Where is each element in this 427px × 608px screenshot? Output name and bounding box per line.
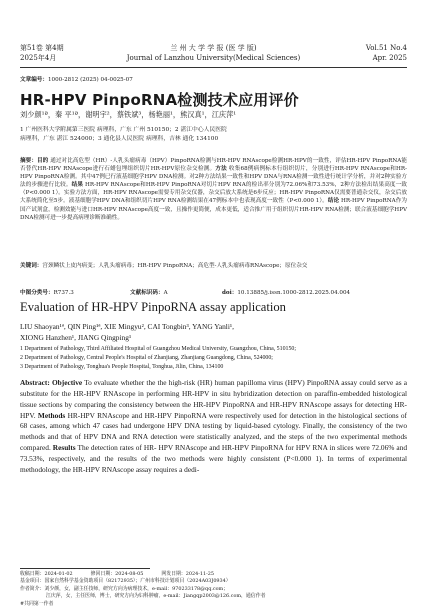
abstract-results: The detection rates of HR- HPV RNAscope and HR-HPV PinpoRNA for HPV RNA in slices were 72.06% and 73.53%, respectively, and the results of the two methods were highly consistent (P<0.000 1). In terms of experimental methodology, the HR-HPV RNAscope assay requires a dedi- xyxy=(20,443,407,474)
revised-date: 修回日期：2024-08-05 xyxy=(90,571,144,577)
keywords-value: 宫颈鳞状上皮内病变；人乳头瘤病毒；HR-HPV PinpoRNA；高危型-人乳头瘤病毒RNAscope；原位杂交 xyxy=(42,263,308,269)
volume-issue-en xyxy=(366,44,407,63)
article-number xyxy=(20,75,133,83)
affiliation-line: 病理科，广东 湛江 524000；3 通化县人民医院 病理科，吉林 通化 134100 xyxy=(20,136,219,142)
abstract-methods: 收集68例病例标本行组织切片，分别进行HR-HPV RNAscope和HR-HPV PinpoRNA检测。其中47例已行液基细胞学HPV DNA检测。对2种方法结果一致性和HPV DNA与RNA检测一致性进行统计学分析，并对2种实验方法的步骤进行比较。 xyxy=(20,166,407,189)
abstract-results: HR-HPV RNAscope和HR-HPV PinpoRNA对切片HPV RNA的检出率分别为72.06%和73.53%，2种方法检出结果高度一致（P<0.000 1）。实验方法方面，HR-HPV RNAscope需要专用杂交仪器，杂交后放大系统是6步反应；HR-HPV PinpoRNA仅需要普通杂交仪，杂交后放大系统简化至5步。液基细胞学HPV DNA和组织切片HPV RNA检测结果在47例标本中也表现高度一致性（P<0.000 1）。 xyxy=(20,182,407,205)
journal-name-cn: 兰 州 大 学 学 报 (医 学 版) xyxy=(170,44,257,52)
abstract-methods: HR-HPV RNAscope and HR-HPV PinpoRNA were respectively used for detection in the histological sections of 68 cases, among which 47 cases had undergone HPV DNA testing by liquid-based cytology. Finally, the consistency of the two methods and that of HPV DNA and RNA detection were statistically analyzed, and the steps of the two experimental methods compared. xyxy=(20,410,407,453)
section-tag-conclusion: 结论 xyxy=(327,198,340,205)
published-date: 网发日期：2024-11-25 xyxy=(161,571,214,577)
doi-value: 10.13885/j.issn.1000-2812.2025.04.004 xyxy=(237,290,351,296)
author-bio: 作者简介：刘少颜，女，副主任技师，研究方向为病理技术，e-mail：970233178@qq.com； xyxy=(20,585,229,592)
section-tag-results: 结果 xyxy=(71,182,84,189)
clc-number xyxy=(20,288,74,296)
footnotes xyxy=(20,571,407,608)
volume-line: 第51卷 第4期 xyxy=(20,44,64,52)
doi-label: doi： xyxy=(222,290,238,296)
abstract-label: Abstract: xyxy=(20,378,50,387)
date-line-cn: 2025年4月 xyxy=(20,53,57,62)
affiliation-line: 2 Department of Pathology, Central People's Hospital of Zhanjiang, Zhanjiang Guangdong, China, 524000; xyxy=(20,355,273,362)
affiliations-chinese xyxy=(20,126,407,144)
section-tag-objective: 目的 xyxy=(37,158,49,164)
title-english: Evaluation of HR-HPV PinpoRNA assay application xyxy=(20,300,286,314)
authors-chinese: 刘少颜¹ª，秦 平¹ª，谢明宇²，蔡铁斌³，杨艳丽¹，熊汉真¹，江庆萍¹ xyxy=(20,110,237,119)
authors-english-line: LIU Shaoyan¹ª, QIN Ping¹ª, XIE Mingyu², CAI Tongbin³, YANG Yanli¹, xyxy=(20,322,234,331)
section-tag-objective: Objective xyxy=(51,378,83,387)
running-header xyxy=(20,44,407,68)
abstract-objective: 通过对比高危型（HR）-人乳头瘤病毒（HPV）PinpoRNA检测与HR-HPV RNAscope检测HR-HPV的一致性，评估HR-HPV PinpoRNA能否替代HR-HPV RNAscope进行石蜡包埋组织切片HR-HPV原位杂交检测。 xyxy=(20,158,407,173)
abstract-chinese xyxy=(20,157,407,222)
header-divider xyxy=(20,67,407,68)
clc-value: R737.3 xyxy=(53,290,74,296)
doc-value: A xyxy=(163,290,168,296)
abstract-label: 摘要： xyxy=(20,158,38,164)
authors-english xyxy=(20,321,407,343)
footnote-divider xyxy=(20,568,150,569)
section-tag-methods: Methods xyxy=(37,410,66,420)
received-date: 收稿日期：2024-01-02 xyxy=(20,571,73,577)
date-line-en: Apr. 2025 xyxy=(372,53,407,62)
affiliations-english xyxy=(20,345,407,373)
abstract-objective: To evaluate whether the the high-risk (HR) human papilloma virus (HPV) PinpoRNA assay could serve as a substitute for the HR-HPV RNAscope in performing HR-HPV in situ hybridization detection on paraffin-embedded histological tissue sections by comparing the consistency between the HR-HPV PinpoRNA and HR-HPV RNAscope assays for detecting HR-HPV. xyxy=(20,378,407,420)
doi xyxy=(222,288,350,296)
volume-line-en: Vol.51 No.4 xyxy=(365,44,407,52)
clc-label: 中图分类号： xyxy=(20,290,54,296)
article-number-label: 文章编号： xyxy=(20,77,48,83)
article-number-value: 1000-2812 (2025) 04-0025-07 xyxy=(47,77,133,83)
affiliation-line: 3 Department of Pathology, Tonghua's People Hospital, Tonghua, Jilin, China, 134100 xyxy=(20,364,224,371)
affiliation-line: 1 广州医科大学附属第三医院 病理科，广东 广州 510150；2 湛江中心人民医院 xyxy=(20,127,227,133)
funding: 基金项目：国家自然科学基金资助项目（82172935）；广州市科技计划项目（2024A03J0934） xyxy=(20,578,231,585)
title-chinese: HR-HPV PinpoRNA检测技术应用评价 xyxy=(20,91,299,109)
equal-contribution-note: #共同第一作者 xyxy=(20,600,54,607)
authors-english-line: XIONG Hanzhen¹, JIANG Qingping¹ xyxy=(20,333,132,342)
journal-name xyxy=(20,44,407,63)
keywords-label: 关键词： xyxy=(20,263,43,269)
keywords-chinese xyxy=(20,262,407,270)
abstract-conclusion: HR-HPV PinpoRNA作为国产试剂盒，检测效能与进口HR-HPV RNAscope高度一致，且操作更简便，成本更低，适合推广用于组织切片HR-HPV RNA检测；联合液基细胞学HPV DNA检测可进一步提高病理诊断准确性。 xyxy=(20,198,407,221)
affiliation-line: 1 Department of Pathology, Third Affiliated Hospital of Guangzhou Medical University, Guangzhou, China, 510150; xyxy=(20,346,296,352)
journal-name-en: Journal of Lanzhou University(Medical Sciences) xyxy=(126,53,301,62)
abstract-english xyxy=(20,378,407,476)
document-code xyxy=(130,288,168,296)
doc-label: 文献标识码： xyxy=(130,290,164,296)
author-bio: 江庆萍，女，主任医师，博士，研究方向为妇科肿瘤，e-mail：Jiangqp2003@126.com，通信作者 xyxy=(46,593,266,600)
section-tag-methods: 方法 xyxy=(215,166,227,173)
section-tag-results: Results xyxy=(52,443,76,453)
